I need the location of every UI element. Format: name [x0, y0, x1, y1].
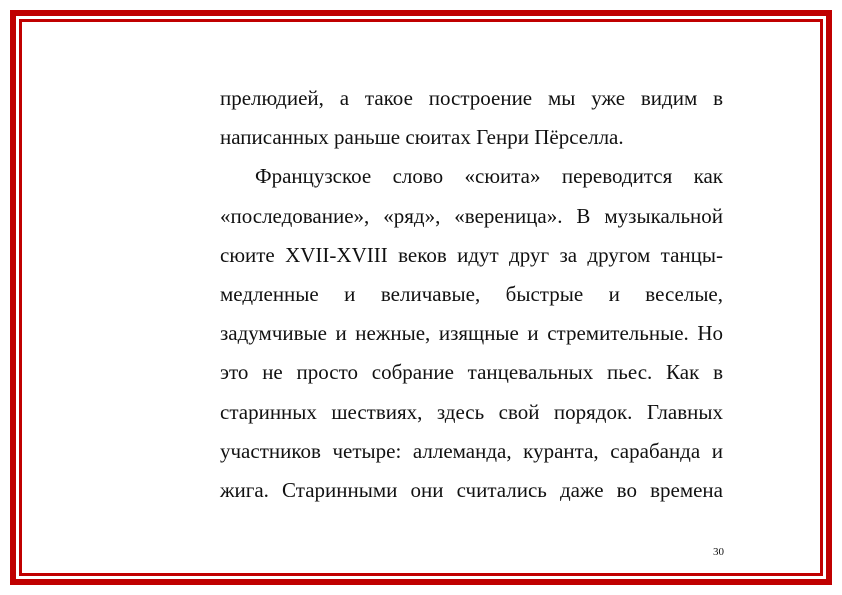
body-text [220, 79, 723, 510]
text-line: написанных раньше сюитах Генри Пёрселла. [220, 125, 624, 150]
text-line: «последование», «ряд», «вереница». В музыкальной [220, 203, 723, 228]
text-line: прелюдией, а такое построение мы уже видим в [220, 86, 723, 110]
text-line: задумчивые и нежные, изящные и стремительные. Но [220, 321, 723, 346]
text-line: это не просто собрание танцевальных пьес. Как в [220, 360, 723, 385]
page-number: 30 [713, 546, 724, 558]
text-line: сюите XVII-XVIII веков идут друг за другом танцы- [220, 242, 723, 267]
text-line: старинных шествиях, здесь свой порядок. Главных [220, 399, 723, 424]
text-line: жига. Старинными они считались даже во времена [220, 477, 723, 502]
text-line: Французское слово «сюита» переводится как [255, 164, 723, 189]
text-line: участников четыре: аллеманда, куранта, сарабанда и [220, 438, 723, 463]
text-line: медленные и величавые, быстрые и веселые, [220, 281, 723, 306]
